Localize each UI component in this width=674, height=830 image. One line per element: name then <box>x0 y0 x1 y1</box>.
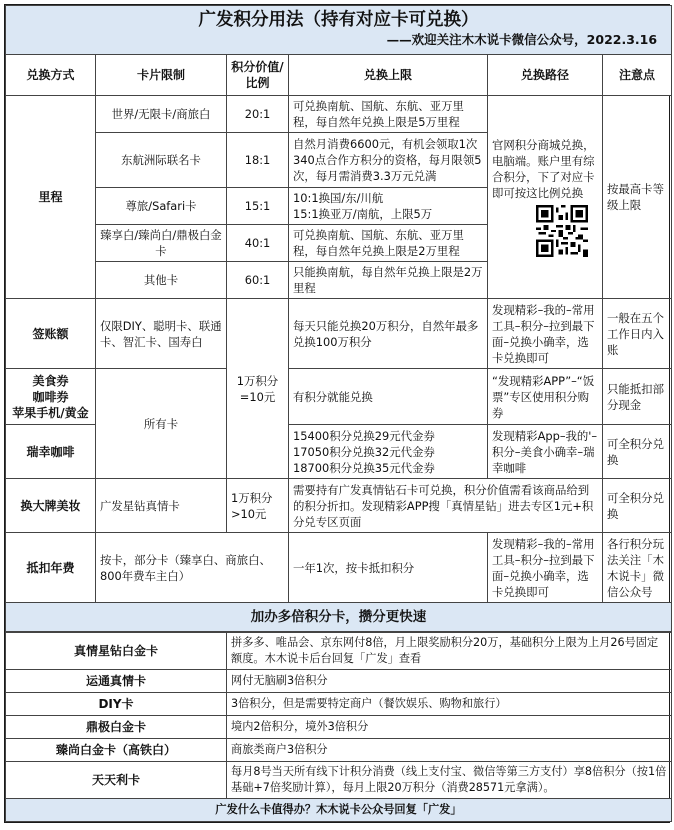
table-row <box>6 762 672 799</box>
table-row <box>6 299 672 369</box>
shared-ratio-cell: 1万积分=10元 <box>227 299 289 479</box>
bonus-cards-table <box>5 632 672 822</box>
bonus-card-desc: 3倍积分，但是需要特定商户（餐饮娱乐、购物和旅行） <box>227 693 672 716</box>
bonus-card-name: 臻尚白金卡（高铁白） <box>6 739 227 762</box>
table-row <box>6 716 672 739</box>
ratio-cell: 18:1 <box>227 133 289 188</box>
ratio-cell: 20:1 <box>227 96 289 133</box>
table-row <box>6 633 672 670</box>
limit-cell: 10:1换国/东/川航 15:1换亚万/南航，上限5万 <box>289 188 488 225</box>
path-cell: 发现精彩–我的–常用工具–积分–拉到最下面–兑换小确幸，选卡兑换即可 <box>488 299 603 369</box>
note-cell: 可全积分兑换 <box>603 425 672 479</box>
note-cell: 可全积分兑换 <box>603 479 672 533</box>
bonus-card-name: 运通真情卡 <box>6 670 227 693</box>
bonus-card-desc: 境内2倍积分，境外3倍积分 <box>227 716 672 739</box>
footer-note: 广发什么卡值得办？木木说卡公众号回复「广发」 <box>6 799 672 822</box>
limit-cell: 自然月消费6600元，有机会领取1次340点合作方积分的资格，每月限领5次，每月需消费3.3万元兑满 <box>289 133 488 188</box>
col-header-limit: 兑换上限 <box>289 55 488 96</box>
category-mileage: 里程 <box>6 96 96 299</box>
card-cell: 尊旅/Safari卡 <box>96 188 227 225</box>
path-cell: “发现精彩APP”–“饭票”专区使用积分购券 <box>488 369 603 425</box>
bonus-card-name: 真情星钻白金卡 <box>6 633 227 670</box>
path-cell: 发现精彩App–我的'–积分–美食小确幸–瑞幸咖啡 <box>488 425 603 479</box>
bonus-card-desc: 拼多多、唯品会、京东网付8倍，月上限奖励积分20万，基础积分上限为上月26号固定额度。木木说卡后台回复「广发」查看 <box>227 633 672 670</box>
limit-cell: 可兑换南航、国航、东航、亚万里程，每自然年兑换上限是5万里程 <box>289 96 488 133</box>
path-cell: 发现精彩–我的–常用工具–积分–拉到最下面–兑换小确幸，选卡兑换即可 <box>488 533 603 603</box>
table-row <box>6 739 672 762</box>
limit-cell: 每天只能兑换20万积分，自然年最多兑换100万积分 <box>289 299 488 369</box>
mileage-note-cell: 按最高卡等级上限 <box>603 96 672 299</box>
card-cell: 东航洲际联名卡 <box>96 133 227 188</box>
column-header-row <box>6 55 672 96</box>
category-luckin: 瑞幸咖啡 <box>6 425 96 479</box>
note-cell: 只能抵扣部分现金 <box>603 369 672 425</box>
bonus-card-desc: 商旅类商户3倍积分 <box>227 739 672 762</box>
limit-cell: 15400积分兑换29元代金券 17050积分兑换32元代金券 18700积分兑换35元代金券 <box>289 425 488 479</box>
col-header-note: 注意点 <box>603 55 672 96</box>
points-guide-sheet <box>4 4 670 823</box>
col-header-card: 卡片限制 <box>96 55 227 96</box>
table-row <box>6 670 672 693</box>
card-cell: 按卡，部分卡（臻享白、商旅白、800年费车主白） <box>96 533 289 603</box>
page-title: 广发积分用法（持有对应卡可兑换） <box>6 6 672 31</box>
qr-code-icon <box>536 205 588 257</box>
category-annual-fee: 抵扣年费 <box>6 533 96 603</box>
ratio-cell: 40:1 <box>227 225 289 262</box>
col-header-path: 兑换路径 <box>488 55 603 96</box>
category-cosmetics: 换大牌美妆 <box>6 479 96 533</box>
note-cell: 各行积分玩法关注「木木说卡」微信公众号 <box>603 533 672 603</box>
limit-cell: 可兑换南航、国航、东航、亚万里程，每自然年兑换上限是2万里程 <box>289 225 488 262</box>
table-row <box>6 369 672 425</box>
bonus-card-name: 天天利卡 <box>6 762 227 799</box>
card-cell: 仅限DIY、聪明卡、联通卡、智汇卡、国寿白 <box>96 299 227 369</box>
limit-cell: 需要持有广发真情钻石卡可兑换，积分价值需看该商品给到的积分折扣。发现精彩APP搜「真情星钻」进去专区1元+积分兑专区页面 <box>289 479 603 533</box>
limit-cell: 只能换南航，每自然年兑换上限是2万里程 <box>289 262 488 299</box>
mileage-path-cell <box>488 96 603 299</box>
page-subtitle: ——欢迎关注木木说卡微信公众号，2022.3.16 <box>6 30 672 55</box>
ratio-cell: 1万积分>10元 <box>227 479 289 533</box>
bonus-card-name: DIY卡 <box>6 693 227 716</box>
ratio-cell: 60:1 <box>227 262 289 299</box>
table-row <box>6 479 672 533</box>
note-cell: 一般在五个工作日内入账 <box>603 299 672 369</box>
card-cell: 其他卡 <box>96 262 227 299</box>
table-row <box>6 693 672 716</box>
card-cell: 广发星钻真情卡 <box>96 479 227 533</box>
ratio-cell: 15:1 <box>227 188 289 225</box>
all-cards-cell: 所有卡 <box>96 369 227 479</box>
card-cell: 世界/无限卡/商旅白 <box>96 96 227 133</box>
col-header-method: 兑换方式 <box>6 55 96 96</box>
points-table <box>5 5 672 632</box>
table-row <box>6 533 672 603</box>
table-row <box>6 96 672 133</box>
card-cell: 臻享白/臻尚白/鼎极白金卡 <box>96 225 227 262</box>
bonus-section-title: 加办多倍积分卡，攒分更快速 <box>6 603 672 632</box>
bonus-card-name: 鼎极白金卡 <box>6 716 227 739</box>
category-vouchers: 美食券 咖啡券 苹果手机/黄金 <box>6 369 96 425</box>
col-header-ratio: 积分价值/比例 <box>227 55 289 96</box>
limit-cell: 一年1次，按卡抵扣积分 <box>289 533 488 603</box>
mileage-path-text: 官网积分商城兑换，电脑端。账户里有综合积分，下了对应卡即可按这比例兑换 <box>492 138 595 200</box>
limit-cell: 有积分就能兑换 <box>289 369 488 425</box>
bonus-card-desc: 每月8号当天所有线下计积分消费（线上支付宝、微信等第三方支付）享8倍积分（按1倍基础+7倍奖励计算），每月上限20万积分（消费28571元拿满）。 <box>227 762 672 799</box>
category-sign-amount: 签账额 <box>6 299 96 369</box>
bonus-card-desc: 网付无脑刷3倍积分 <box>227 670 672 693</box>
